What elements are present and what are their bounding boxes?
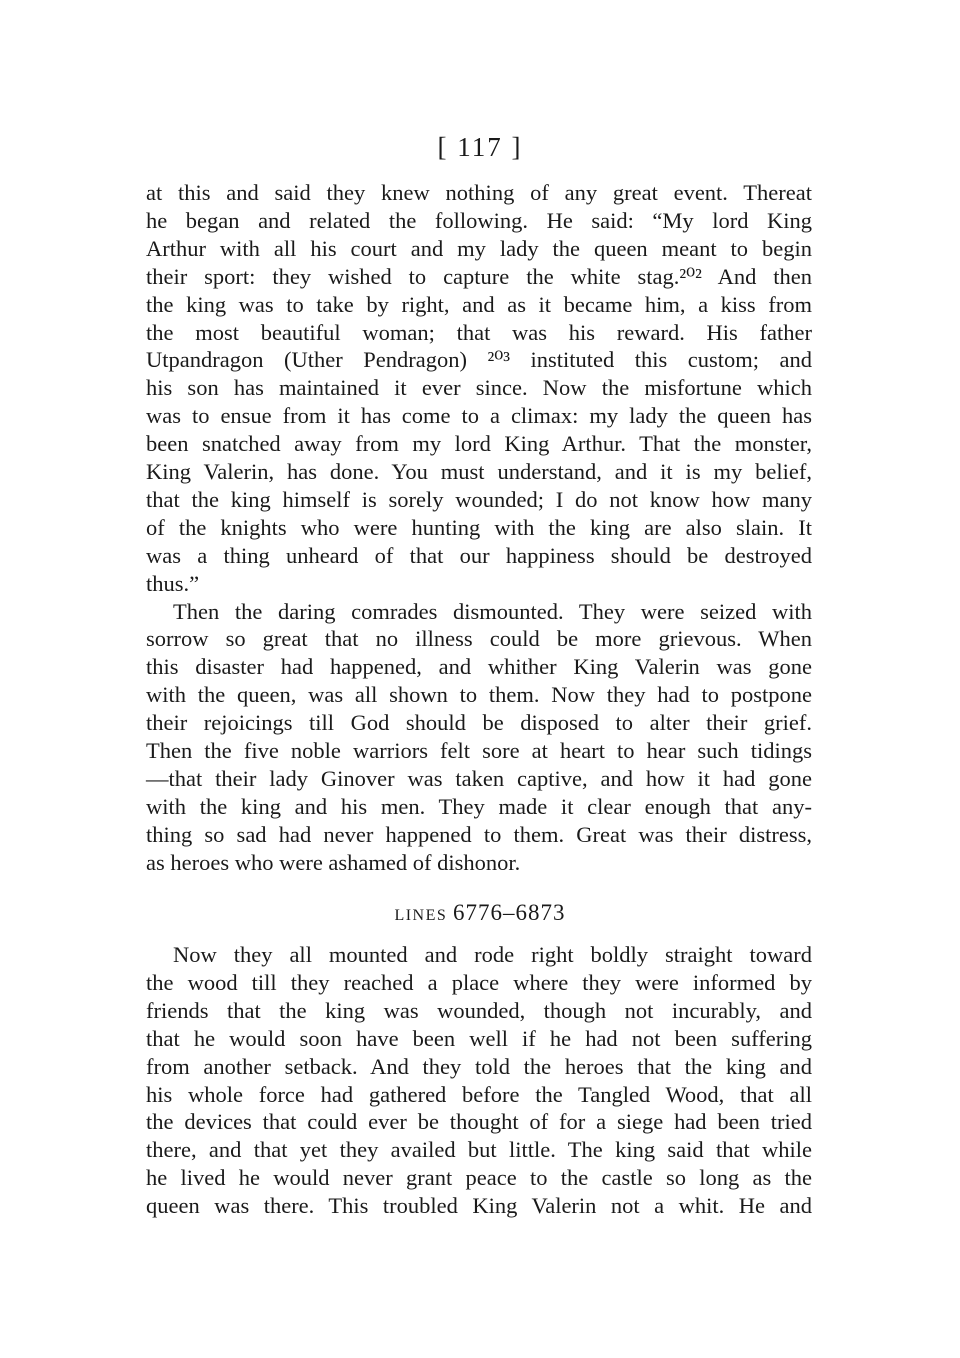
text-line: that the king himself is sorely wounded; I do not know how many	[146, 487, 812, 512]
text-line: as heroes who were ashamed of dishonor.	[146, 850, 521, 875]
text-line: the devices that could ever be thought of for a siege had been tried	[146, 1109, 812, 1134]
text-line: the wood till they reached a place where they were informed by	[146, 970, 812, 995]
text-line: was to ensue from it has come to a climax: my lady the queen has	[146, 403, 812, 428]
text-line: Utpandragon (Uther Pendragon) ²⁰³ instituted this custom; and	[146, 347, 812, 372]
text-line: their rejoicings till God should be disposed to alter their grief.	[146, 710, 812, 735]
text-line: with the king and his men. They made it clear enough that any-	[146, 794, 812, 819]
text-line: thus.”	[146, 571, 200, 596]
text-line: sorrow so great that no illness could be more grievous. When	[146, 626, 812, 651]
section-heading-label: LINES	[394, 907, 448, 924]
text-line: there, and that yet they availed but little. The king said that while	[146, 1137, 812, 1162]
page-number: [ 117 ]	[437, 132, 523, 162]
text-line: at this and said they knew nothing of any great event. Thereat	[146, 180, 812, 205]
text-line: he lived he would never grant peace to the castle so long as the	[146, 1165, 812, 1190]
text-line: of the knights who were hunting with the king are also slain. It	[146, 515, 812, 540]
text-line: been snatched away from my lord King Arthur. That the monster,	[146, 431, 812, 456]
text-line: with the queen, was all shown to them. Now they had to postpone	[146, 682, 812, 707]
text-line: thing so sad had never happened to them. Great was their distress,	[146, 822, 812, 847]
text-line: the most beautiful woman; that was his reward. His father	[146, 320, 812, 345]
text-line: this disaster had happened, and whither King Valerin was gone	[146, 654, 812, 679]
text-line: Arthur with all his court and my lady the queen meant to begin	[146, 236, 812, 261]
text-line: their sport: they wished to capture the white stag.²⁰² And then	[146, 264, 812, 289]
text-line: —that their lady Ginover was taken captive, and how it had gone	[146, 766, 812, 791]
text-line: his whole force had gathered before the Tangled Wood, that all	[146, 1082, 812, 1107]
text-line: was a thing unheard of that our happiness should be destroyed	[146, 543, 812, 568]
text-line: Then the five noble warriors felt sore at heart to hear such tidings	[146, 738, 812, 763]
text-line: King Valerin, has done. You must understand, and it is my belief,	[146, 459, 812, 484]
text-line: that he would soon have been well if he had not been suffering	[146, 1026, 812, 1051]
section-heading-range: 6776–6873	[453, 900, 566, 925]
section-heading	[0, 898, 960, 931]
text-line: his son has maintained it ever since. Now the misfortune which	[146, 375, 812, 400]
text-line: from another setback. And they told the heroes that the king and	[146, 1054, 812, 1079]
text-line: the king was to take by right, and as it became him, a kiss from	[146, 292, 812, 317]
text-line: queen was there. This troubled King Valerin not a whit. He and	[146, 1193, 812, 1218]
text-line: Then the daring comrades dismounted. They were seized with	[173, 599, 812, 624]
text-line: he began and related the following. He said: “My lord King	[146, 208, 812, 233]
text-line: friends that the king was wounded, though not incurably, and	[146, 998, 812, 1023]
text-line: Now they all mounted and rode right boldly straight toward	[173, 942, 812, 967]
